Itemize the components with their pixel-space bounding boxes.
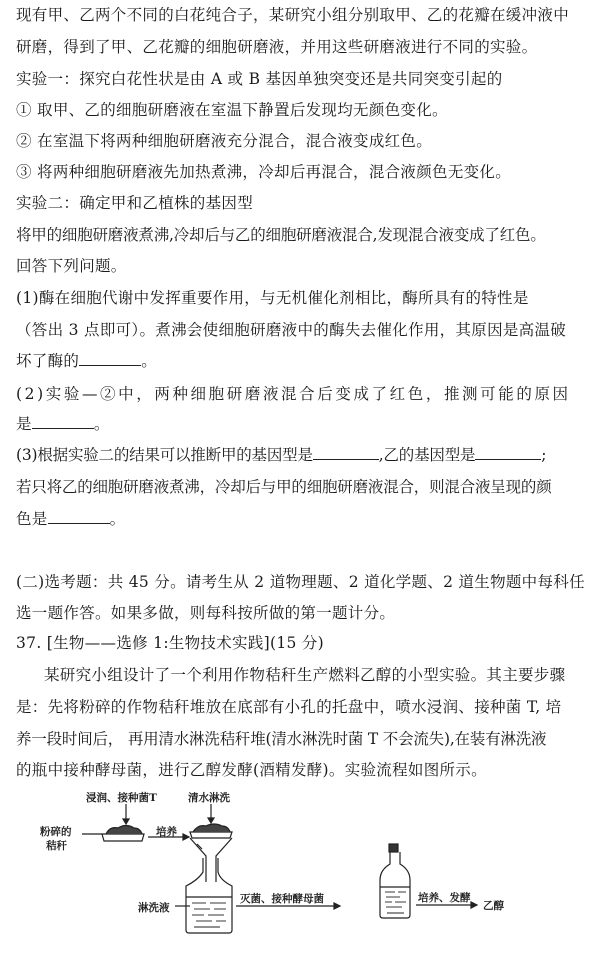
- q3-prefix: 色是: [16, 510, 48, 528]
- elective-line-1: (二)选考题：共 45 分。请考生从 2 道物理题、2 道化学题、2 道生物题中每科任: [16, 573, 585, 591]
- q3-answer-blank-3[interactable]: [48, 509, 110, 524]
- q3-answer-blank-1[interactable]: [313, 445, 379, 460]
- q2-suffix: 。: [93, 415, 110, 433]
- q2-prefix: 是: [16, 415, 32, 433]
- q37-header: 37. [生物——选修 1:生物技术实践](15 分): [16, 634, 325, 652]
- experiment2-text: 将甲的细胞研磨液煮沸,冷却后与乙的细胞研磨液混合,发现混合液变成了红色。: [16, 226, 546, 244]
- question-1-line-3: [16, 351, 157, 371]
- experiment1-step-3: ③ 将两种细胞研磨液先加热煮沸，冷却后再混合，混合液颜色无变化。: [16, 163, 512, 181]
- label-soak-inoculate: 浸润、接种菌T: [86, 792, 157, 804]
- question-1-line-1: (1)酶在细胞代谢中发挥重要作用，与无机催化剂相比，酶所具有的特性是: [16, 289, 529, 307]
- experiment2-title: 实验二：确定甲和乙植株的基因型: [16, 194, 254, 212]
- q1-prefix: 坏了酶的: [16, 352, 80, 370]
- label-ethanol: 乙醇: [483, 900, 504, 912]
- q37-para-line-1: 某研究小组设计了一个利用作物秸秆生产燃料乙醇的小型实验。其主要步骤: [44, 666, 566, 684]
- question-3-line-2: 若只将乙的细胞研磨液煮沸，冷却后与甲的细胞研磨液混合，则混合液呈现的颜: [16, 478, 552, 496]
- answer-prompt: 回答下列问题。: [16, 257, 127, 275]
- q2-answer-blank[interactable]: [32, 414, 94, 429]
- q1-suffix: 。: [141, 352, 158, 370]
- question-1-line-2: （答出 3 点即可）。煮沸会使细胞研磨液中的酶失去催化作用，其原因是高温破: [16, 321, 567, 339]
- label-crushed-straw-1: 粉碎的: [40, 826, 72, 838]
- q3-part-b: ,乙的基因型是: [378, 446, 476, 464]
- elective-line-2: 选一题作答。如果多做，则每科按所做的第一题计分。: [16, 604, 396, 622]
- experiment1-step-2: ② 在室温下将两种细胞研磨液充分混合，混合液变成红色。: [16, 132, 433, 150]
- q3-part-a: (3)根据实验二的结果可以推断甲的基因型是: [16, 446, 313, 464]
- question-3-line-1: [16, 445, 546, 465]
- label-culture: 培养: [156, 826, 177, 838]
- q3-answer-blank-2[interactable]: [475, 445, 541, 460]
- q37-para-line-3: 养一段时间后， 再用清水淋洗秸秆堆(清水淋洗时菌 T 不会流失),在装有淋洗液: [16, 730, 547, 748]
- experiment1-title: 实验一：探究白花性状是由 A 或 B 基因单独突变还是共同突变引起的: [16, 70, 503, 88]
- experiment-flow-diagram: [40, 790, 560, 954]
- q1-answer-blank[interactable]: [79, 351, 141, 366]
- label-rinse-liquid: 淋洗液: [138, 902, 170, 914]
- question-2-line-1: (2)实验—②中，两种细胞研磨液混合后变成了红色，推测可能的原因: [16, 385, 571, 403]
- intro-line-1: 现有甲、乙两个不同的白花纯合子，某研究小组分别取甲、乙的花瓣在缓冲液中: [16, 6, 570, 24]
- flow-diagram-drawing: [40, 790, 560, 954]
- label-crushed-straw-2: 秸秆: [46, 840, 67, 852]
- question-3-line-3: [16, 509, 125, 529]
- q37-para-line-2: 是：先将粉碎的作物秸秆堆放在底部有小孔的托盘中，喷水浸润、接种菌 T, 培: [16, 698, 562, 716]
- experiment1-step-1: ① 取甲、乙的细胞研磨液在室温下静置后发现均无颜色变化。: [16, 101, 448, 119]
- q3-suffix: 。: [109, 510, 126, 528]
- question-2-line-2: [16, 414, 110, 434]
- q3-part-c: ;: [541, 446, 547, 464]
- label-culture-ferment: 培养、发酵: [418, 892, 471, 904]
- intro-line-2: 研磨，得到了甲、乙花瓣的细胞研磨液，并用这些研磨液进行不同的实验。: [16, 38, 538, 56]
- label-sterilize-inoculate-yeast: 灭菌、接种酵母菌: [240, 893, 324, 905]
- label-rinse-water: 清水淋洗: [188, 792, 230, 804]
- q37-para-line-4: 的瓶中接种酵母菌，进行乙醇发酵(酒精发酵)。实验流程如图所示。: [16, 761, 487, 779]
